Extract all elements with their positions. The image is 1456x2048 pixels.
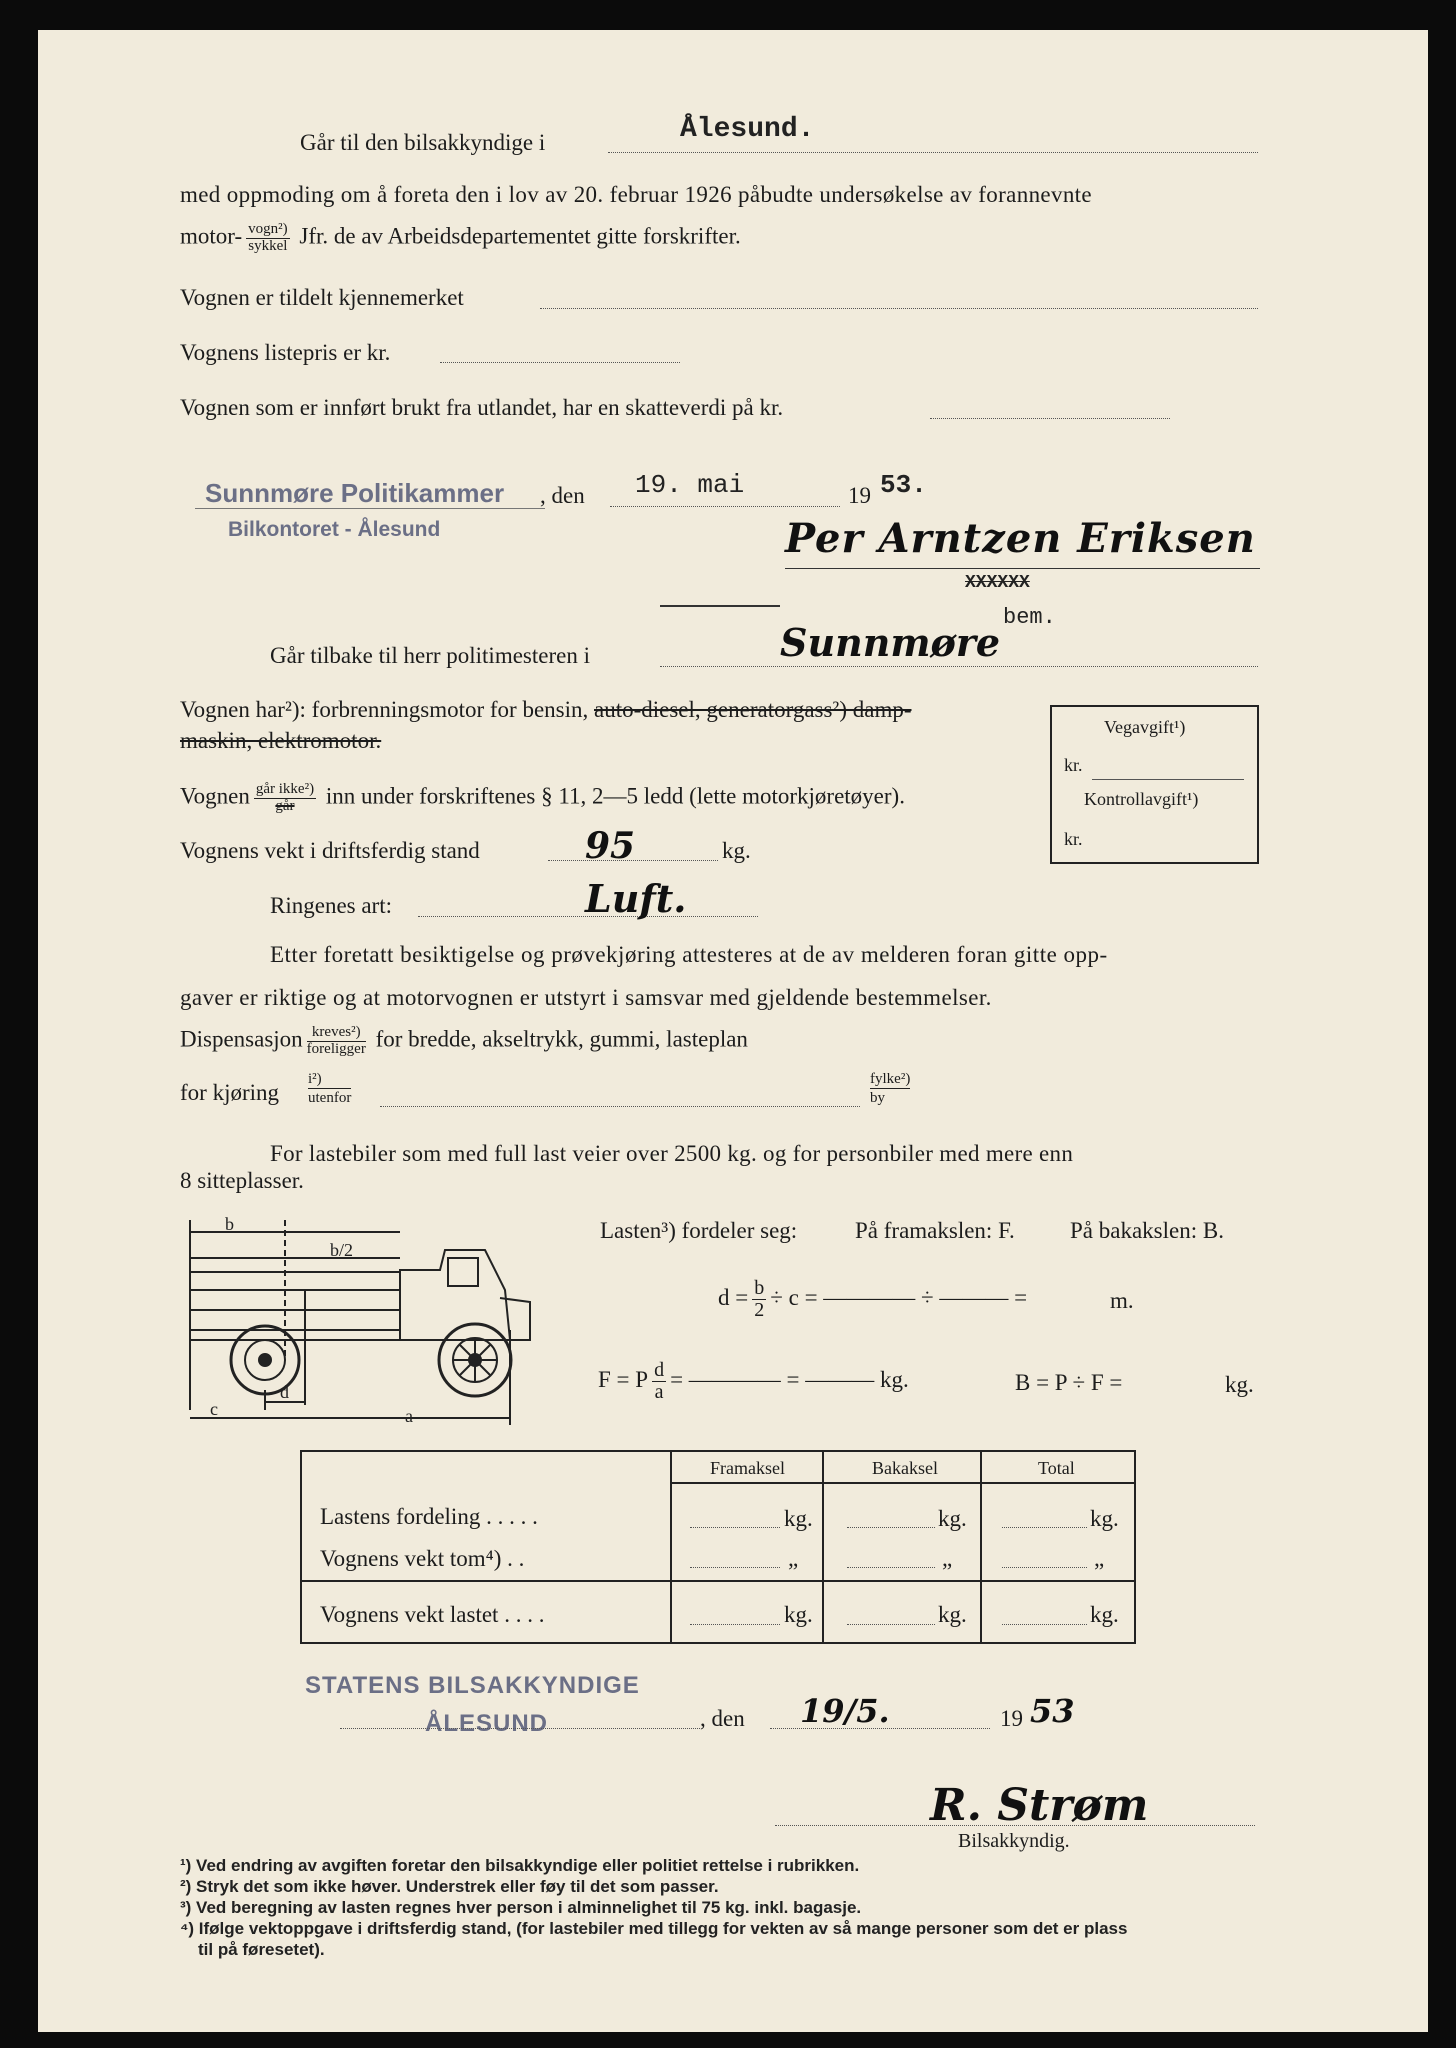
police-year-suffix: 53. bbox=[880, 470, 927, 500]
expert-signature: R. Strøm bbox=[930, 1780, 1149, 1831]
expert-signature-line bbox=[775, 1825, 1255, 1826]
kreves-text: kreves²) bbox=[307, 1025, 366, 1042]
sykkel-text: sykkel bbox=[248, 237, 288, 254]
driving-label: for kjøring bbox=[180, 1080, 280, 1105]
row-label-loaded-weight: Vognens vekt lastet . . . . bbox=[320, 1602, 545, 1627]
police-year-prefix: 19 bbox=[848, 483, 871, 508]
row-label-distribution: Lastens fordeling . . . . . bbox=[320, 1504, 538, 1529]
row1-front-unit: kg. bbox=[784, 1506, 813, 1531]
expert-den-label: , den bbox=[700, 1706, 745, 1731]
footnote-4-cont: til på føresetet). bbox=[198, 1940, 325, 1959]
gar-ikke-text: går ikke²) bbox=[255, 781, 315, 797]
row1-rear-unit: kg. bbox=[938, 1506, 967, 1531]
truck-diagram bbox=[180, 1210, 550, 1430]
formula-f bbox=[598, 1360, 909, 1403]
police-stamp-line-1: Sunnmøre Politikammer bbox=[205, 478, 505, 508]
request-line-1: med oppmoding om å foreta den i lov av 20. februar 1926 påbudte undersøkelse av forannevnte bbox=[180, 182, 1092, 207]
control-fee-kr: kr. bbox=[1064, 829, 1083, 849]
b-num: b bbox=[754, 1277, 765, 1299]
bem-text: bem. bbox=[1003, 605, 1056, 630]
two-den: 2 bbox=[754, 1299, 765, 1321]
listprice-line bbox=[440, 362, 680, 363]
trucks-line-2: 8 sitteplasser. bbox=[180, 1168, 304, 1193]
row1-rear-line bbox=[847, 1527, 935, 1528]
city-value: Ålesund. bbox=[680, 114, 815, 145]
disp-label: Dispensasjon bbox=[180, 1026, 303, 1052]
row3-front-unit: kg. bbox=[784, 1602, 813, 1627]
diagram-label-a: a bbox=[405, 1406, 413, 1426]
driving-line bbox=[380, 1106, 860, 1107]
attest-line-2: gaver er riktige og at motorvognen er utstyrt i samsvar med gjeldende bestemmelser. bbox=[180, 985, 992, 1010]
utenfor-text: utenfor bbox=[308, 1090, 352, 1106]
return-line bbox=[660, 666, 1258, 667]
control-fee-label: Kontrollavgift¹) bbox=[1084, 789, 1199, 809]
police-date-line bbox=[610, 506, 840, 507]
rear-axle-label: På bakakslen: B. bbox=[1070, 1218, 1224, 1243]
police-stamp-underline bbox=[195, 508, 545, 509]
expert-year-prefix: 19 bbox=[1000, 1706, 1023, 1731]
rule-text: inn under forskriftenes § 11, 2—5 ledd (lette motorkjøretøyer). bbox=[325, 783, 905, 809]
col-header-front: Framaksel bbox=[710, 1458, 785, 1478]
row2-total-unit: „ bbox=[1094, 1546, 1105, 1571]
gar-fraction bbox=[254, 782, 316, 815]
expert-year-suffix: 53 bbox=[1030, 1692, 1075, 1730]
unit-kg: kg. bbox=[1225, 1372, 1254, 1397]
return-place: Sunnmøre bbox=[780, 620, 1001, 665]
attest-line-1: Etter foretatt besiktigelse og prøvekjøring attesteres at de av melderen foran gitte opp- bbox=[270, 942, 1108, 967]
row1-total-unit: kg. bbox=[1090, 1506, 1119, 1531]
b-over-2 bbox=[752, 1278, 766, 1321]
motor-line bbox=[180, 222, 741, 255]
row3-rear-unit: kg. bbox=[938, 1602, 967, 1627]
engine-label: Vognen har²): forbrenningsmotor for bensin, bbox=[180, 697, 589, 722]
formula-d-rest: ÷ c = ———— ÷ ——— = bbox=[770, 1284, 1028, 1310]
load-label: Lasten³) fordeler seg: bbox=[600, 1218, 798, 1243]
vognen-label: Vognen bbox=[180, 783, 250, 809]
disp-line bbox=[180, 1025, 748, 1058]
police-stamp-line-2: Bilkontoret - Ålesund bbox=[228, 518, 441, 541]
expert-title: Bilsakkyndig. bbox=[958, 1830, 1070, 1852]
plate-label: Vognen er tildelt kjennemerket bbox=[180, 285, 464, 310]
weight-label: Vognens vekt i driftsferdig stand bbox=[180, 838, 480, 863]
return-label: Går tilbake til herr politimesteren i bbox=[270, 643, 590, 668]
road-fee-kr: kr. bbox=[1064, 755, 1083, 775]
engine-struck-1: auto-diesel, generatorgass²) damp- bbox=[594, 697, 912, 722]
vogn-text: vogn²) bbox=[248, 221, 288, 237]
disp-text: for bredde, akseltrykk, gummi, lasteplan bbox=[375, 1026, 748, 1052]
city-line bbox=[608, 152, 1258, 153]
row3-rear-line bbox=[847, 1624, 935, 1625]
short-rule bbox=[660, 605, 780, 607]
road-fee-line bbox=[1092, 779, 1244, 780]
kreves-fraction bbox=[307, 1025, 366, 1058]
formula-d bbox=[718, 1278, 1027, 1321]
expert-stamp-line-2: ÅLESUND bbox=[425, 1710, 549, 1737]
expert-place-line bbox=[340, 1728, 700, 1729]
vogn-sykkel-fraction bbox=[246, 222, 290, 255]
engine-struck-2: maskin, elektromotor. bbox=[180, 728, 382, 753]
footnote-2: ²) Stryk det som ikke høver. Understrek eller føy til det som passer. bbox=[180, 1877, 719, 1896]
unit-m: m. bbox=[1110, 1288, 1134, 1313]
formula-b: B = P ÷ F = bbox=[1015, 1370, 1123, 1395]
gar-text: går bbox=[275, 797, 295, 814]
truck-bed bbox=[190, 1272, 400, 1330]
road-fee-label: Vegavgift¹) bbox=[1104, 717, 1186, 737]
diagram-label-b: b bbox=[225, 1214, 234, 1234]
row3-total-unit: kg. bbox=[1090, 1602, 1119, 1627]
listprice-label: Vognens listepris er kr. bbox=[180, 340, 391, 365]
row2-rear-line bbox=[847, 1567, 935, 1568]
front-axle-label: På framakslen: F. bbox=[855, 1218, 1015, 1243]
diagram-label-c: c bbox=[210, 1399, 218, 1419]
i-text: i²) bbox=[308, 1071, 322, 1087]
diagram-label-b-half: b/2 bbox=[330, 1240, 354, 1260]
row2-front-unit: „ bbox=[788, 1546, 799, 1571]
row1-front-line bbox=[690, 1527, 780, 1528]
foreligger-text: foreligger bbox=[306, 1040, 366, 1057]
tires-label: Ringenes art: bbox=[270, 893, 392, 918]
row3-front-line bbox=[690, 1624, 780, 1625]
row2-total-line bbox=[1002, 1567, 1087, 1568]
formula-f-lhs: F = P bbox=[598, 1366, 649, 1392]
police-signature: Per Arntzen Eriksen bbox=[785, 515, 1256, 562]
fee-box bbox=[1050, 705, 1259, 864]
plate-line bbox=[540, 308, 1258, 309]
import-line bbox=[930, 418, 1170, 419]
d-over-a bbox=[652, 1360, 666, 1403]
by-text: by bbox=[870, 1088, 910, 1107]
police-den-label: , den bbox=[540, 483, 585, 508]
fylke-by-fraction bbox=[870, 1070, 910, 1107]
row2-front-line bbox=[690, 1567, 780, 1568]
struck-title: XXXXXX bbox=[965, 573, 1030, 593]
vognen-line bbox=[180, 782, 905, 815]
row2-rear-unit: „ bbox=[942, 1546, 953, 1571]
i-utenfor-fraction bbox=[308, 1070, 351, 1107]
tires-value: Luft. bbox=[585, 876, 687, 921]
request-line-2: Jfr. de av Arbeidsdepartementet gitte forskrifter. bbox=[299, 223, 741, 249]
motor-label: motor- bbox=[180, 223, 243, 249]
row1-total-line bbox=[1002, 1527, 1087, 1528]
truck-cab bbox=[400, 1250, 510, 1340]
row3-total-line bbox=[1002, 1624, 1087, 1625]
trucks-line-1: For lastebiler som med full last veier over 2500 kg. og for personbiler med mere enn bbox=[270, 1141, 1074, 1166]
d-num: d bbox=[654, 1359, 665, 1381]
formula-d-lhs: d = bbox=[718, 1284, 749, 1310]
police-signature-line bbox=[785, 568, 1260, 569]
col-header-rear: Bakaksel bbox=[872, 1458, 938, 1478]
police-date: 19. mai bbox=[635, 470, 745, 500]
formula-f-rest: = ———— = ——— kg. bbox=[670, 1366, 909, 1392]
row-label-empty-weight: Vognens vekt tom⁴) . . bbox=[320, 1546, 525, 1571]
goes-to-label: Går til den bilsakkyndige i bbox=[300, 130, 546, 155]
footnote-4: ⁴) Ifølge vektoppgave i driftsferdig stand, (for lastebiler med tillegg for vekten av så mange personer som det er plass bbox=[180, 1919, 1128, 1938]
footnote-3: ³) Ved beregning av lasten regnes hver person i alminnelighet til 75 kg. inkl. bagasje. bbox=[180, 1898, 862, 1917]
expert-stamp-line-1: STATENS BILSAKKYNDIGE bbox=[305, 1672, 640, 1699]
col-header-total: Total bbox=[1038, 1458, 1075, 1478]
footnote-1: ¹) Ved endring av avgiften foretar den bilsakkyndige eller politiet rettelse i rubrikken. bbox=[180, 1856, 860, 1875]
engine-line-1 bbox=[180, 697, 912, 723]
import-label: Vognen som er innført brukt fra utlandet, har en skatteverdi på kr. bbox=[180, 395, 784, 420]
load-table bbox=[300, 1450, 1136, 1644]
weight-unit: kg. bbox=[722, 838, 751, 863]
fylke-text: fylke²) bbox=[870, 1071, 911, 1087]
weight-value: 95 bbox=[585, 825, 636, 867]
a-den: a bbox=[654, 1381, 664, 1403]
expert-date: 19/5. bbox=[800, 1692, 890, 1730]
diagram-label-d: d bbox=[280, 1382, 289, 1402]
